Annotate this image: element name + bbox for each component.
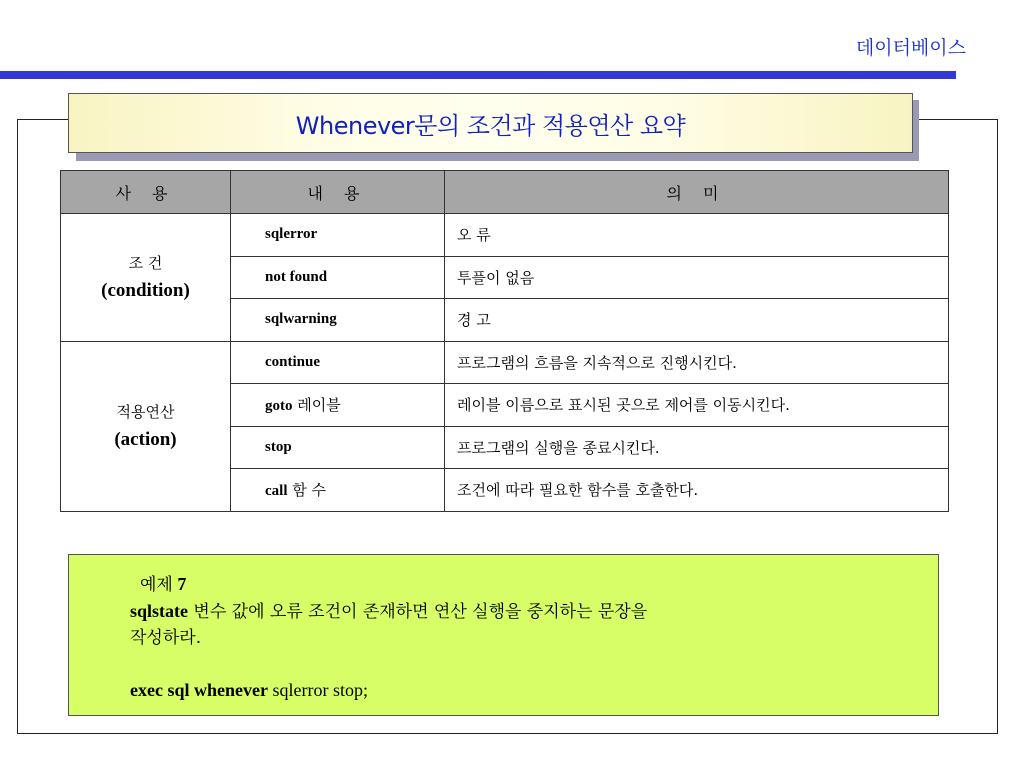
command-name: stop (265, 438, 292, 455)
example-box (68, 554, 939, 716)
example-line-1-text: 변수 값에 오류 조건이 존재하면 연산 실행을 중지하는 문장을 (188, 602, 648, 622)
example-heading-prefix: 예제 (140, 575, 173, 595)
meaning-cell: 오 류 (445, 214, 949, 257)
table-row (61, 341, 949, 384)
group-label: 적용연산 (116, 403, 175, 421)
command-name: sqlwarning (265, 311, 337, 328)
command-cell (231, 426, 445, 469)
meaning-cell: 레이블 이름으로 표시된 곳으로 제어를 이동시킨다. (445, 384, 949, 427)
meaning-cell: 투플이 없음 (445, 256, 949, 299)
example-code (130, 677, 938, 704)
example-code-rest: sqlerror stop; (267, 680, 368, 700)
command-cell (231, 299, 445, 342)
command-cell (231, 341, 445, 384)
example-code-keyword: exec sql whenever (130, 680, 268, 700)
column-header-usage: 사 용 (61, 171, 231, 214)
table-header-row (61, 171, 949, 214)
command-cell (231, 214, 445, 257)
section-label: 데이터베이스 (855, 37, 966, 59)
command-name: sqlerror (265, 226, 318, 243)
command-name: continue (265, 353, 321, 370)
group-label: 조 건 (128, 254, 163, 273)
command-suffix: 레이블 (292, 396, 341, 415)
command-cell (231, 384, 445, 427)
command-suffix: 함 수 (287, 481, 327, 500)
command-name: not found (265, 268, 328, 285)
example-keyword: sqlstate (130, 601, 188, 621)
column-header-content: 내 용 (231, 171, 445, 214)
group-cell-condition (61, 214, 231, 342)
group-sublabel: (action) (114, 429, 177, 450)
meaning-cell: 조건에 따라 필요한 함수를 호출한다. (445, 469, 949, 512)
meaning-cell: 경 고 (445, 299, 949, 342)
command-cell (231, 469, 445, 512)
command-name: goto (265, 398, 293, 415)
summary-table (60, 170, 949, 512)
page-title: Whenever문의 조건과 적용연산 요약 (295, 111, 686, 140)
group-cell-action (61, 341, 231, 511)
example-heading (130, 571, 938, 598)
column-header-meaning: 의 미 (445, 171, 949, 214)
meaning-cell: 프로그램의 흐름을 지속적으로 진행시킨다. (445, 341, 949, 384)
command-cell (231, 256, 445, 299)
command-name: call (265, 483, 288, 500)
group-sublabel: (condition) (101, 280, 190, 302)
example-line-1 (130, 598, 938, 625)
title-box (68, 93, 913, 153)
example-spacer (130, 651, 938, 677)
meaning-cell: 프로그램의 실행을 종료시킨다. (445, 426, 949, 469)
example-number: 7 (172, 574, 187, 594)
example-line-2: 작성하라. (130, 628, 202, 648)
header-rule (0, 71, 956, 79)
table-row (61, 214, 949, 257)
